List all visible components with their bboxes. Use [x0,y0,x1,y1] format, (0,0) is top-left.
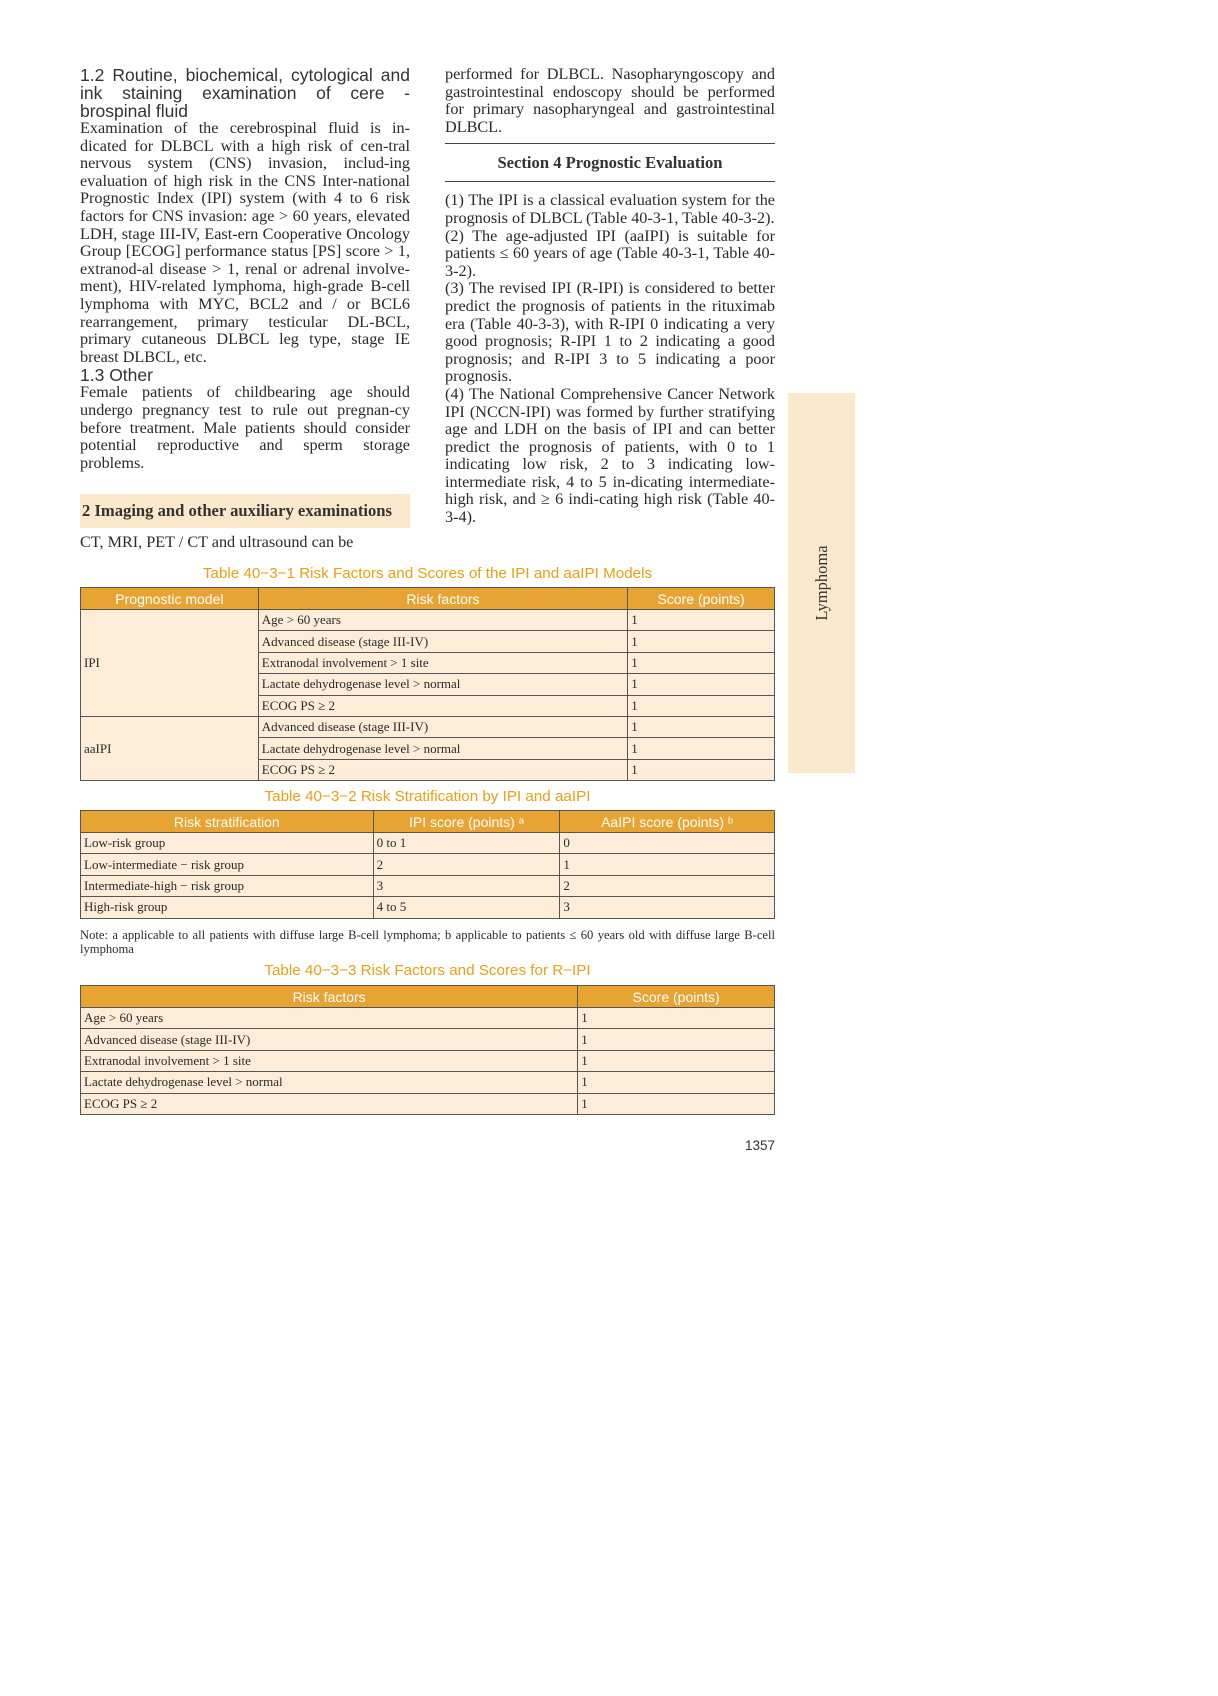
table-cell-score: 1 [578,1008,775,1029]
table-cell-factor: Lactate dehydrogenase level > normal [81,1072,578,1093]
table-3-header-row [81,986,775,1008]
prognostic-item-1: (1) The IPI is a classical evaluation system for the prognosis of DLBCL (Table 40-3-1, Table 40-3-2). [445,191,775,227]
table-cell-factor: ECOG PS ≥ 2 [258,759,627,780]
table-cell-group: Low-intermediate − risk group [81,854,374,875]
table-cell-score: 1 [578,1072,775,1093]
heading-2-band: 2 Imaging and other auxiliary examinations [80,494,410,528]
table-2-header-aaipi: AaIPI score (points) ᵇ [560,811,775,833]
table-cell-score: 1 [628,674,775,695]
prognostic-item-3: (3) The revised IPI (R-IPI) is considered to better predict the prognosis of patients in the rituximab era (Table 40-3-3), with R-IPI 0 indicating a very good prognosis; R-IPI 1 to 2 indicating a good prognosis; and R-IPI 3 to 5 indicating a poor prognosis. [445,279,775,386]
table-3-caption: Table 40−3−3 Risk Factors and Scores for R−IPI [264,962,591,979]
left-column [80,66,410,552]
table-cell-score: 1 [578,1093,775,1114]
prognostic-item-2: (2) The age-adjusted IPI (aaIPI) is suitable for patients ≤ 60 years of age (Table 40-3-1, Table 40-3-2). [445,226,775,280]
table-1-header-factors: Risk factors [258,588,627,610]
table-cell-factor: ECOG PS ≥ 2 [81,1093,578,1114]
table-row [81,897,775,918]
table-2-note: Note: a applicable to all patients with diffuse large B-cell lymphoma; b applicable to patients ≤ 60 years old with diffuse large B-cell lymphoma [80,928,775,956]
table-2-header-stratification: Risk stratification [81,811,374,833]
table-cell-factor: ECOG PS ≥ 2 [258,695,627,716]
table-cell-score: 1 [628,695,775,716]
table-row [81,1029,775,1050]
page-number: 1357 [744,1138,775,1153]
table-cell-aaipi: 3 [560,897,775,918]
table-2-risk-stratification [80,810,775,919]
table-cell-ipi: 0 to 1 [373,833,560,854]
table-1-model-ipi: IPI [81,610,259,717]
table-row [81,716,775,737]
table-cell-factor: Advanced disease (stage III-IV) [258,631,627,652]
heading-1-2: 1.2 Routine, biochemical, cytological and ink staining examination of cere - brospinal fluid [80,65,410,121]
table-cell-score: 1 [578,1050,775,1071]
table-1-caption: Table 40−3−1 Risk Factors and Scores of the IPI and aaIPI Models [202,565,653,582]
paragraph-2-start: CT, MRI, PET / CT and ultrasound can be [80,533,354,552]
table-row [81,1093,775,1114]
paragraph-1-3: Female patients of childbearing age should undergo pregnancy test to rule out pregnan-cy before treatment. Male patients should consider potential reproductive and sperm storage problems. [80,383,410,472]
table-row [81,875,775,896]
table-1-header-model: Prognostic model [81,588,259,610]
table-cell-factor: Age > 60 years [258,610,627,631]
chapter-side-label [788,393,855,773]
right-column [445,66,775,527]
table-3-ripi [80,985,775,1115]
table-2-header-ipi: IPI score (points) ᵃ [373,811,560,833]
chapter-side-label-text: Lymphoma [811,545,831,621]
table-cell-ipi: 4 to 5 [373,897,560,918]
table-cell-factor: Extranodal involvement > 1 site [81,1050,578,1071]
table-cell-score: 1 [628,716,775,737]
table-cell-ipi: 3 [373,875,560,896]
table-2-caption: Table 40−3−2 Risk Stratification by IPI and aaIPI [264,788,591,805]
table-3-header-score: Score (points) [578,986,775,1008]
table-cell-group: High-risk group [81,897,374,918]
section-rule-bottom [445,181,775,182]
table-cell-factor: Age > 60 years [81,1008,578,1029]
section-4-title: Section 4 Prognostic Evaluation [497,153,723,173]
table-1-model-aaipi: aaIPI [81,716,259,780]
table-cell-score: 1 [628,759,775,780]
table-cell-score: 1 [578,1029,775,1050]
table-row [81,854,775,875]
table-cell-score: 1 [628,652,775,673]
table-cell-factor: Lactate dehydrogenase level > normal [258,738,627,759]
table-cell-factor: Lactate dehydrogenase level > normal [258,674,627,695]
table-3-header-factors: Risk factors [81,986,578,1008]
table-row [81,1072,775,1093]
table-cell-aaipi: 1 [560,854,775,875]
table-cell-factor: Advanced disease (stage III-IV) [81,1029,578,1050]
table-row [81,1008,775,1029]
table-cell-group: Low-risk group [81,833,374,854]
table-cell-aaipi: 2 [560,875,775,896]
table-cell-score: 1 [628,738,775,759]
heading-1-3: 1.3 Other [80,365,153,386]
table-cell-factor: Advanced disease (stage III-IV) [258,716,627,737]
table-cell-score: 1 [628,631,775,652]
table-1-header-row [81,588,775,610]
table-cell-aaipi: 0 [560,833,775,854]
table-cell-factor: Extranodal involvement > 1 site [258,652,627,673]
table-1-header-score: Score (points) [628,588,775,610]
paragraph-1-2: Examination of the cerebrospinal fluid is in-dicated for DLBCL with a high risk of cen-tral nervous system (CNS) invasion, includ-ing evaluation of high risk in the CNS Inter-national Prognostic Index (IPI) system (with 4 to 6 risk factors for CNS invasion: age > 60 years, elevated LDH, stage III-IV, East-ern Cooperative Oncology Group [ECOG] performance status [PS] score > 1, extranod-al disease > 1, renal or adrenal involve-ment), HIV-related lymphoma, high-grade B-cell lymphoma with MYC, BCL2 and / or BCL6 rearrangement, primary testicular DL-BCL, primary cutaneous DLBCL leg type, stage IE breast DLBCL, etc. [80,119,410,366]
table-2-header-row [81,811,775,833]
prognostic-item-4: (4) The National Comprehensive Cancer Network IPI (NCCN-IPI) was formed by further stratifying age and LDH on the basis of IPI and can better predict the prognosis of patients, with 0 to 1 indicating low risk, 2 to 3 indicating low-intermediate risk, 4 to 5 in-dicating intermediate-high risk, and ≥ 6 indi-cating high risk (Table 40-3-4). [445,384,775,527]
section-4-body [445,192,775,526]
table-row [81,833,775,854]
table-cell-ipi: 2 [373,854,560,875]
table-cell-group: Intermediate-high − risk group [81,875,374,896]
table-row [81,610,775,631]
table-row [81,1050,775,1071]
table-1-ipi-aaipi [80,587,775,781]
table-cell-score: 1 [628,610,775,631]
section-4-header [445,143,775,182]
paragraph-2-continued: performed for DLBCL. Nasopharyngoscopy and gastrointestinal endoscopy should be performed for primary nasopharyngeal and gastrointestinal DLBCL. [445,65,775,136]
